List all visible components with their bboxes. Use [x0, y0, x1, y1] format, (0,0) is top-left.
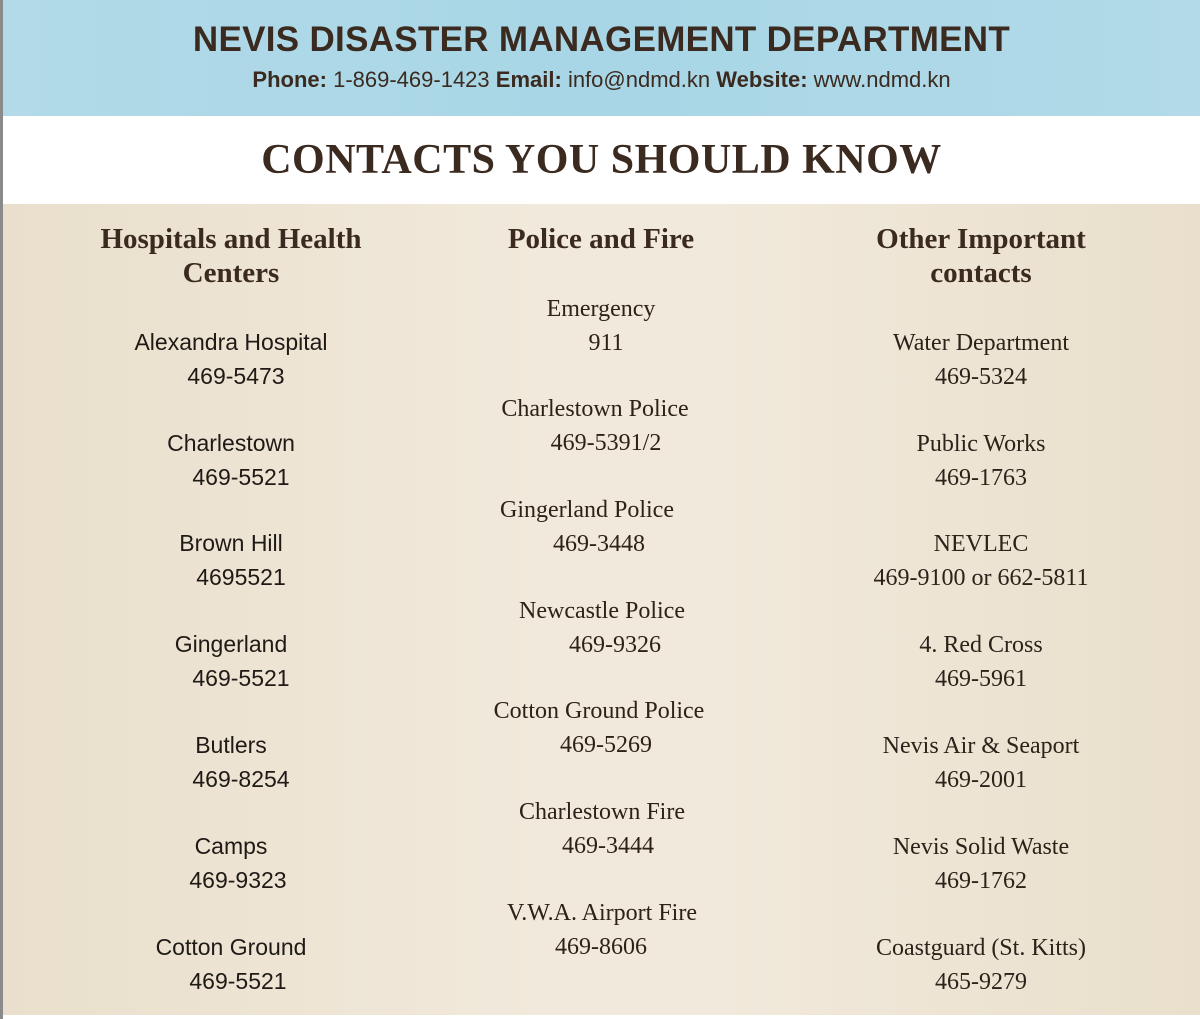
other-number: 469-5324: [935, 364, 1027, 390]
other-entry: [791, 830, 1171, 898]
other-name: Coastguard (St. Kitts): [876, 935, 1086, 961]
hospital-number: 469-9323: [189, 867, 287, 893]
other-name: Water Department: [893, 330, 1069, 356]
police-number: 469-5269: [560, 732, 652, 758]
police-name: Gingerland Police: [500, 497, 674, 523]
hospital-name: Cotton Ground: [155, 934, 307, 960]
other-name: 4. Red Cross: [919, 632, 1043, 658]
hospital-number: 4695521: [196, 564, 286, 590]
other-number: 469-1762: [935, 868, 1027, 894]
hospital-number: 469-5521: [192, 665, 290, 691]
hospital-number: 469-5521: [192, 464, 290, 490]
hospital-name: Alexandra Hospital: [134, 329, 328, 355]
hospital-name: Butlers: [195, 732, 267, 758]
hospitals-heading: [41, 222, 421, 290]
hospital-entry: [41, 930, 421, 998]
email-label: Email:: [495, 67, 562, 92]
hospitals-heading-line2: Centers: [182, 257, 280, 289]
email-value: info@ndmd.kn: [567, 67, 711, 92]
contact-info-line: [3, 67, 1200, 93]
header-banner: [3, 0, 1200, 116]
other-number: 469-2001: [935, 767, 1027, 793]
bottom-edge: [3, 1015, 1200, 1019]
police-entry: [421, 896, 781, 964]
police-fire-heading: Police and Fire: [507, 223, 695, 255]
hospital-entry: [41, 426, 421, 494]
other-name: NEVLEC: [933, 531, 1029, 557]
police-number: 469-8606: [555, 934, 647, 960]
other-entry: [791, 729, 1171, 797]
other-number: 469-5961: [935, 666, 1027, 692]
police-name: Cotton Ground Police: [493, 698, 705, 724]
website-label: Website:: [716, 67, 808, 92]
hospital-name: Charlestown: [167, 430, 295, 456]
other-entry: [791, 931, 1171, 999]
phone-value: 1-869-469-1423: [333, 67, 490, 92]
other-number: 469-9100 or 662-5811: [873, 565, 1089, 591]
police-name: Newcastle Police: [519, 598, 685, 624]
police-name: Charlestown Fire: [519, 799, 685, 825]
hospital-entry: [41, 728, 421, 796]
police-entry: [421, 292, 781, 360]
page-title: CONTACTS YOU SHOULD KNOW: [261, 137, 942, 183]
hospital-name: Gingerland: [174, 631, 288, 657]
other-entry: [791, 326, 1171, 394]
other-contacts-heading: [791, 222, 1171, 290]
police-number: 469-5391/2: [550, 430, 662, 456]
other-entry: [791, 427, 1171, 495]
hospitals-heading-line1: Hospitals and Health: [100, 223, 362, 255]
police-number: 469-3448: [553, 531, 645, 557]
contacts-body: [3, 204, 1200, 1019]
other-number: 465-9279: [935, 969, 1027, 995]
other-entry: [791, 527, 1171, 595]
phone-label: Phone:: [252, 67, 327, 92]
police-entry: [421, 694, 781, 762]
other-name: Nevis Solid Waste: [892, 834, 1070, 860]
police-number: 911: [588, 330, 624, 356]
hospital-name: Brown Hill: [179, 530, 283, 556]
other-name: Nevis Air & Seaport: [882, 733, 1080, 759]
other-heading-line1: Other Important: [876, 223, 1086, 255]
title-band: [3, 116, 1200, 204]
police-entry: [421, 392, 781, 460]
police-name: Charlestown Police: [501, 396, 689, 422]
hospital-number: 469-5473: [187, 363, 285, 389]
hospital-number: 469-5521: [189, 968, 287, 994]
police-number: 469-9326: [569, 632, 661, 658]
police-entry: [421, 594, 781, 662]
hospital-number: 469-8254: [192, 766, 290, 792]
police-name: V.W.A. Airport Fire: [506, 900, 697, 926]
hospital-entry: [41, 325, 421, 393]
hospital-entry: [41, 526, 421, 594]
police-name: Emergency: [546, 296, 656, 322]
website-value: www.ndmd.kn: [813, 67, 951, 92]
other-heading-line2: contacts: [930, 257, 1032, 289]
police-entry: [421, 795, 781, 863]
police-number: 469-3444: [562, 833, 654, 859]
other-entry: [791, 628, 1171, 696]
police-entry: [421, 493, 781, 561]
other-number: 469-1763: [935, 465, 1027, 491]
other-name: Public Works: [916, 431, 1046, 457]
hospital-entry: [41, 829, 421, 897]
hospital-entry: [41, 627, 421, 695]
org-name: NEVIS DISASTER MANAGEMENT DEPARTMENT: [192, 20, 1011, 59]
hospital-name: Camps: [194, 833, 268, 859]
